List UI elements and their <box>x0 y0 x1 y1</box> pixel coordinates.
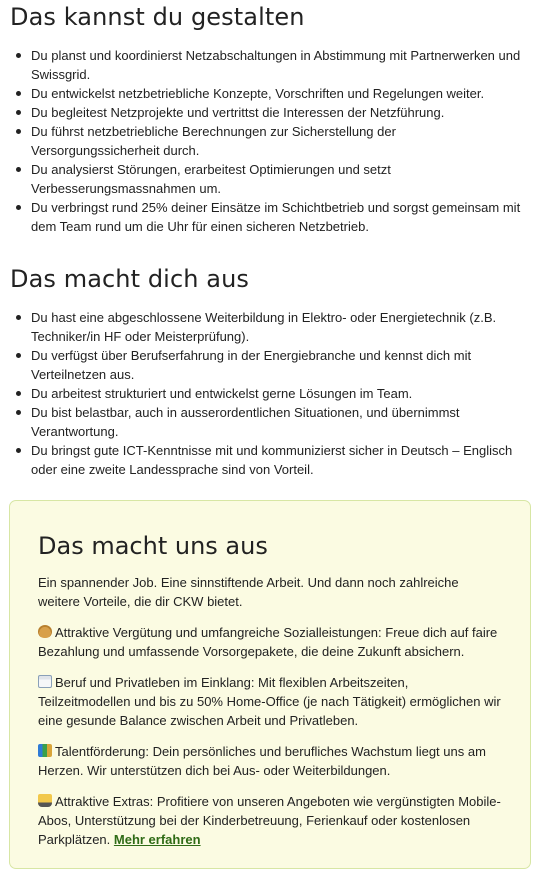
benefit-text: Talentförderung: Dein persönliches und berufliches Wachstum liegt uns am Herzen. Wir unterstützen dich bei Aus- oder Weiterbildungen. <box>38 744 486 778</box>
benefit-item <box>38 623 502 661</box>
list-item: Du entwickelst netzbetriebliche Konzepte, Vorschriften und Regelungen weiter. <box>10 84 528 103</box>
list-item: Du führst netzbetriebliche Berechnungen zur Sicherstellung der Versorgungssicherheit durch. <box>10 122 528 160</box>
benefit-item <box>38 742 502 780</box>
list-item: Du planst und koordinierst Netzabschaltungen in Abstimmung mit Partnerwerken und Swissgrid. <box>10 46 528 84</box>
money-bag-icon <box>38 625 52 638</box>
profile-section <box>0 264 538 479</box>
tasks-heading: Das kannst du gestalten <box>10 3 305 31</box>
profile-list <box>10 308 528 479</box>
list-item: Du verbringst rund 25% deiner Einsätze im Schichtbetrieb und sorgst gemeinsam mit dem Team rund um die Uhr für einen sicheren Netzbetrieb. <box>10 198 528 236</box>
list-item: Du verfügst über Berufserfahrung in der Energiebranche und kennst dich mit Verteilnetzen aus. <box>10 346 528 384</box>
list-item: Du bist belastbar, auch in ausserordentlichen Situationen, und übernimmst Verantwortung. <box>10 403 528 441</box>
list-item: Du arbeitest strukturiert und entwickelst gerne Lösungen im Team. <box>10 384 528 403</box>
benefit-item <box>38 673 502 730</box>
benefit-text: Attraktive Vergütung und umfangreiche Sozialleistungen: Freue dich auf faire Bezahlung und umfassende Vorsorgepakete, die deine Zukunft absichern. <box>38 625 498 659</box>
list-item: Du bringst gute ICT-Kenntnisse mit und kommunizierst sicher in Deutsch – Englisch oder eine zweite Landessprache sind von Vorteil. <box>10 441 528 479</box>
benefit-text: Beruf und Privatleben im Einklang: Mit flexiblen Arbeitszeiten, Teilzeitmodellen und bis zu 50% Home-Office (je nach Tätigkeit) ermöglichen wir eine gesunde Balance zwischen Arbeit und Privatleben. <box>38 675 501 728</box>
benefits-intro: Ein spannender Job. Eine sinnstiftende Arbeit. Und dann noch zahlreiche weitere Vorteile, die dir CKW bietet. <box>38 575 459 609</box>
tasks-list <box>10 46 528 236</box>
books-icon <box>38 744 52 757</box>
delivery-truck-icon <box>38 794 52 807</box>
list-item: Du hast eine abgeschlossene Weiterbildung in Elektro- oder Energietechnik (z.B. Techniker/in HF oder Meisterprüfung). <box>10 308 528 346</box>
profile-heading: Das macht dich aus <box>10 265 250 293</box>
list-item: Du begleitest Netzprojekte und vertrittst die Interessen der Netzführung. <box>10 103 528 122</box>
calendar-icon <box>38 675 52 688</box>
benefits-box <box>9 500 531 869</box>
benefit-text: Attraktive Extras: Profitiere von unseren Angeboten wie vergünstigten Mobile-Abos, Unterstützung bei der Kinderbetreuung, Ferienkauf oder kostenlosen Parkplätzen. <box>38 794 501 847</box>
more-info-link[interactable]: Mehr erfahren <box>113 832 201 847</box>
benefit-item <box>38 792 502 849</box>
tasks-section <box>0 0 538 236</box>
list-item: Du analysierst Störungen, erarbeitest Optimierungen und setzt Verbesserungsmassnahmen um. <box>10 160 528 198</box>
benefits-heading: Das macht uns aus <box>38 532 268 560</box>
